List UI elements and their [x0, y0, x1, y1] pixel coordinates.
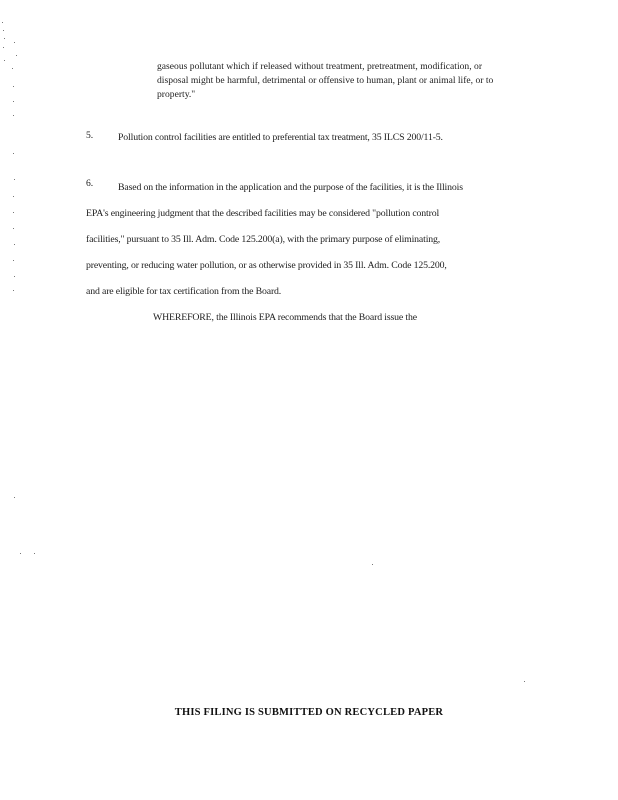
quoted-definition	[157, 60, 537, 102]
paragraph-5-text: Pollution control facilities are entitled to preferential tax treatment, 35 ILCS 200/11-5.	[118, 132, 443, 143]
recycled-paper-notice: THIS FILING IS SUBMITTED ON RECYCLED PAPER	[174, 707, 444, 718]
paragraph-6-line-3: facilities," pursuant to 35 Ill. Adm. Code 125.200(a), with the primary purpose of eliminating,	[86, 234, 441, 245]
paragraph-5-number: 5.	[86, 130, 94, 141]
quote-line-3: property."	[157, 89, 196, 100]
paragraph-6-line-1: Based on the information in the application and the purpose of the facilities, it is the Illinois	[118, 182, 463, 193]
quote-line-1: gaseous pollutant which if released without treatment, pretreatment, modification, or	[157, 61, 483, 72]
wherefore-clause: WHEREFORE, the Illinois EPA recommends that the Board issue the	[153, 312, 417, 323]
paragraph-6-number: 6.	[86, 178, 94, 189]
paragraph-6-line-5: and are eligible for tax certification from the Board.	[86, 286, 282, 297]
paragraph-6-line-2: EPA's engineering judgment that the described facilities may be considered "pollution control	[86, 208, 440, 219]
paragraph-6-line-4: preventing, or reducing water pollution, or as otherwise provided in 35 Ill. Adm. Code 125.200,	[86, 260, 447, 271]
quote-line-2: disposal might be harmful, detrimental or offensive to human, plant or animal life, or to	[157, 75, 494, 86]
